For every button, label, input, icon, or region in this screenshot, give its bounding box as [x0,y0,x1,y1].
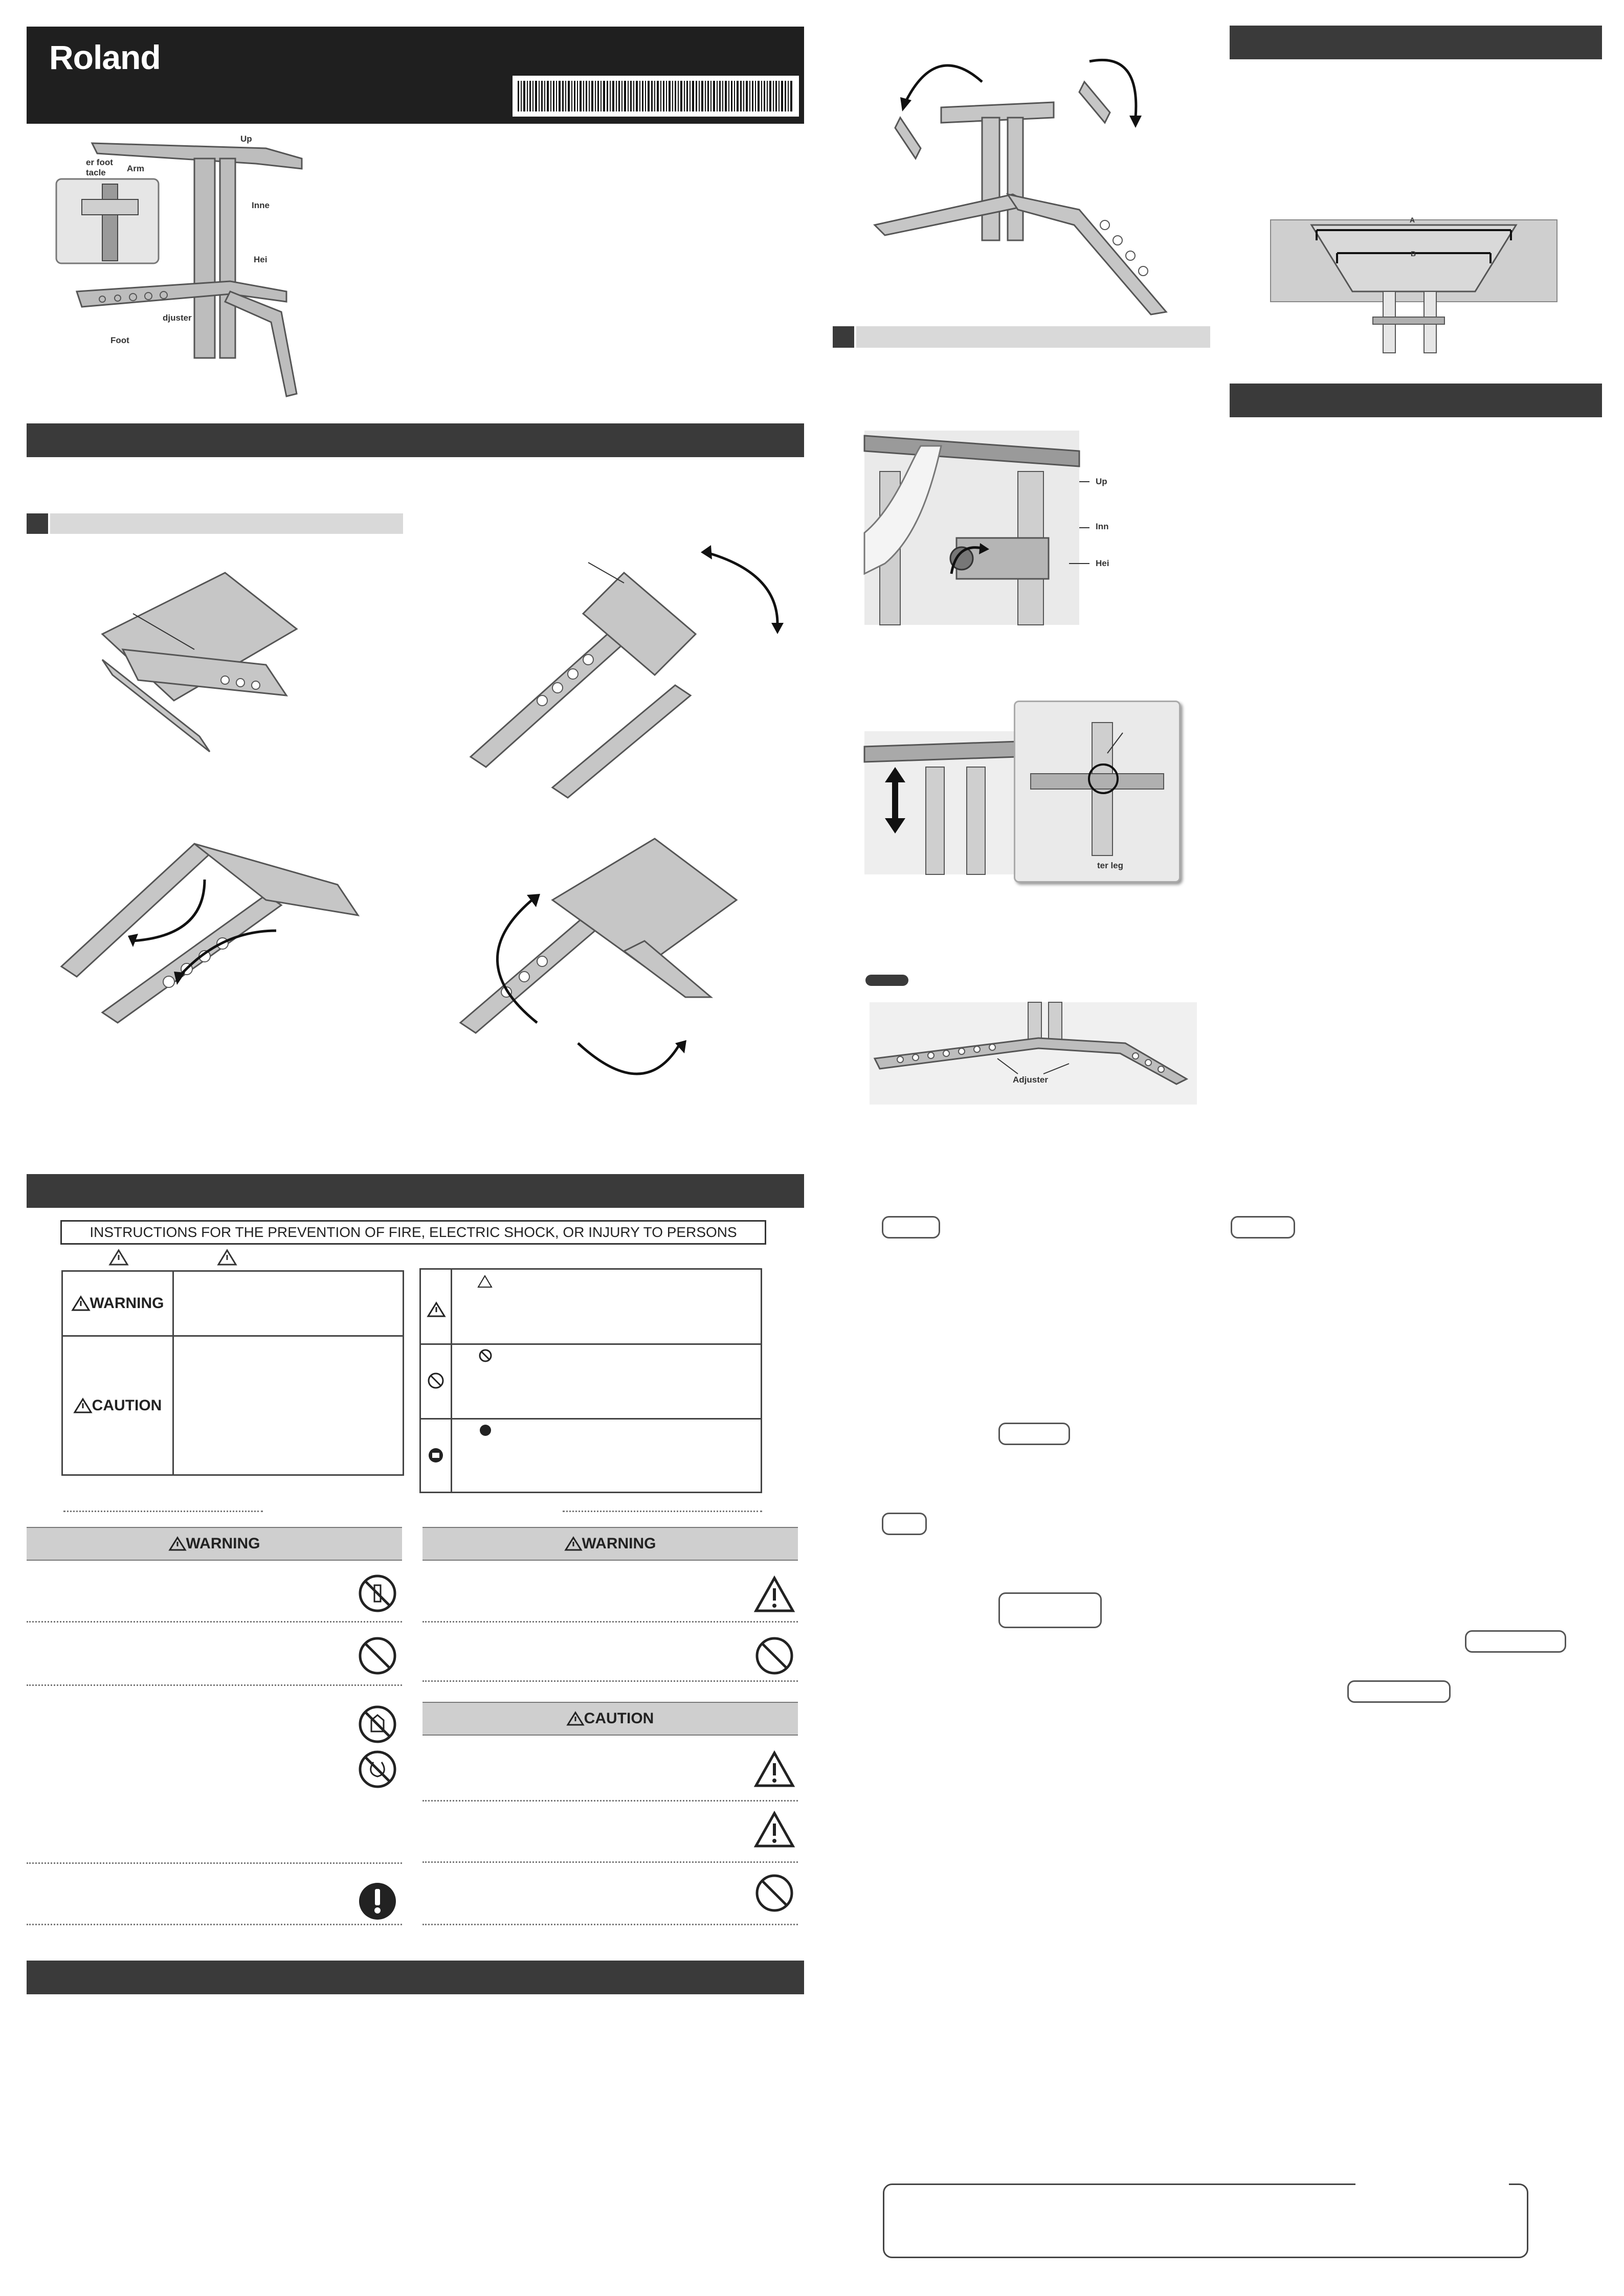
height-adjust-illustration [864,431,1151,625]
label-up: Up [240,134,252,144]
warning-triangle-icon [565,1536,582,1551]
reference-pill [1231,1216,1295,1239]
brand-logo: Roland [49,38,161,76]
separator [422,1680,798,1682]
instructions-title-box [60,1220,766,1245]
assembly-step-4 [450,828,777,1094]
prohibited-icon [358,1636,397,1675]
subsection-bar-1 [50,513,403,534]
parts-diagram [61,128,307,404]
instructions-title: INSTRUCTIONS FOR THE PREVENTION OF FIRE, ELECTRIC SHOCK, OR INJURY TO PERSONS [90,1224,737,1240]
warning-label-cell: WARNING [63,1272,172,1335]
reference-pill [1347,1680,1451,1703]
label-foot: Foot [110,335,129,345]
barcode [513,76,799,117]
subsection-marker-2 [833,326,854,348]
prohibited-disassembly-icon [427,1372,444,1389]
do-not-disassemble-icon [358,1574,397,1613]
label-upper-foot-receptacle: er foot tacle [86,157,113,177]
measurement-illustration [1271,215,1557,353]
reference-pill [882,1216,940,1239]
definition-table [61,1270,404,1476]
label-outer-leg: ter leg [1097,861,1124,870]
note-badge [865,975,908,986]
assembly-step-2 [450,532,808,818]
label-inner-2: Inn [1096,522,1109,531]
caution-triangle-icon [217,1249,237,1266]
adjuster-illustration [870,1002,1197,1105]
separator [27,1862,402,1864]
section-bar-right-1 [1230,26,1602,59]
subsection-bar-2 [856,326,1210,348]
separator [27,1924,402,1925]
assembly-step-1 [72,552,307,782]
section-bar-safety [27,1174,804,1208]
separator [422,1924,798,1925]
caution-triangle-icon [754,1811,795,1848]
attention-triangle-icon [427,1301,446,1318]
separator [27,1684,402,1686]
warning-header-right: WARNING [422,1527,798,1561]
info-box [883,2184,1528,2258]
caution-triangle-icon [567,1711,584,1726]
separator [422,1621,798,1623]
symbol-table [419,1268,762,1493]
warning-header-left: WARNING [27,1527,402,1561]
label-mark-b: B [1411,250,1416,258]
subsection-marker-1 [27,513,48,534]
caution-header: CAUTION [422,1702,798,1736]
label-adjuster: djuster [163,313,192,323]
label-mark-a: A [1410,216,1415,224]
unplug-icon [427,1447,444,1464]
info-box-gap [1355,2179,1509,2187]
caution-triangle-icon [754,1576,795,1613]
separator [563,1511,762,1512]
barcode-lines [518,81,794,111]
section-bar-assembly [27,423,804,457]
caution-triangle-icon [754,1751,795,1788]
small-triangle-icon [477,1275,493,1288]
separator [27,1621,402,1623]
no-wet-hands-icon [358,1750,397,1789]
separator [422,1861,798,1863]
label-adjuster-2: Adjuster [1013,1075,1048,1085]
stand-adjust-illustration [864,31,1212,327]
reference-pill [1465,1630,1566,1653]
label-inner: Inne [252,200,270,210]
inset-detail [1014,701,1181,883]
label-up-2: Up [1096,477,1107,486]
prohibited-icon [755,1874,794,1912]
reference-pill [998,1592,1102,1628]
height-move-illustration [864,701,1192,885]
mandatory-action-icon [358,1882,397,1921]
prohibited-icon [478,1348,493,1363]
mandatory-dot-icon [479,1424,492,1436]
caution-triangle-icon [108,1249,129,1266]
caution-triangle-icon [74,1398,92,1414]
caution-label-cell: CAUTION [63,1337,172,1474]
separator [63,1511,263,1512]
reference-pill [998,1423,1070,1445]
section-bar-right-2 [1230,384,1602,417]
header-bar [27,27,804,124]
reference-pill [882,1513,927,1535]
section-bar-notes [27,1961,804,1994]
label-height: Hei [254,255,268,264]
no-water-icon [358,1705,397,1744]
warning-triangle-icon [72,1295,90,1312]
separator [422,1800,798,1802]
label-arm: Arm [127,164,145,173]
label-height-2: Hei [1096,558,1109,568]
warning-triangle-icon [169,1536,186,1551]
prohibited-icon [755,1636,794,1675]
assembly-step-3 [51,813,368,1043]
